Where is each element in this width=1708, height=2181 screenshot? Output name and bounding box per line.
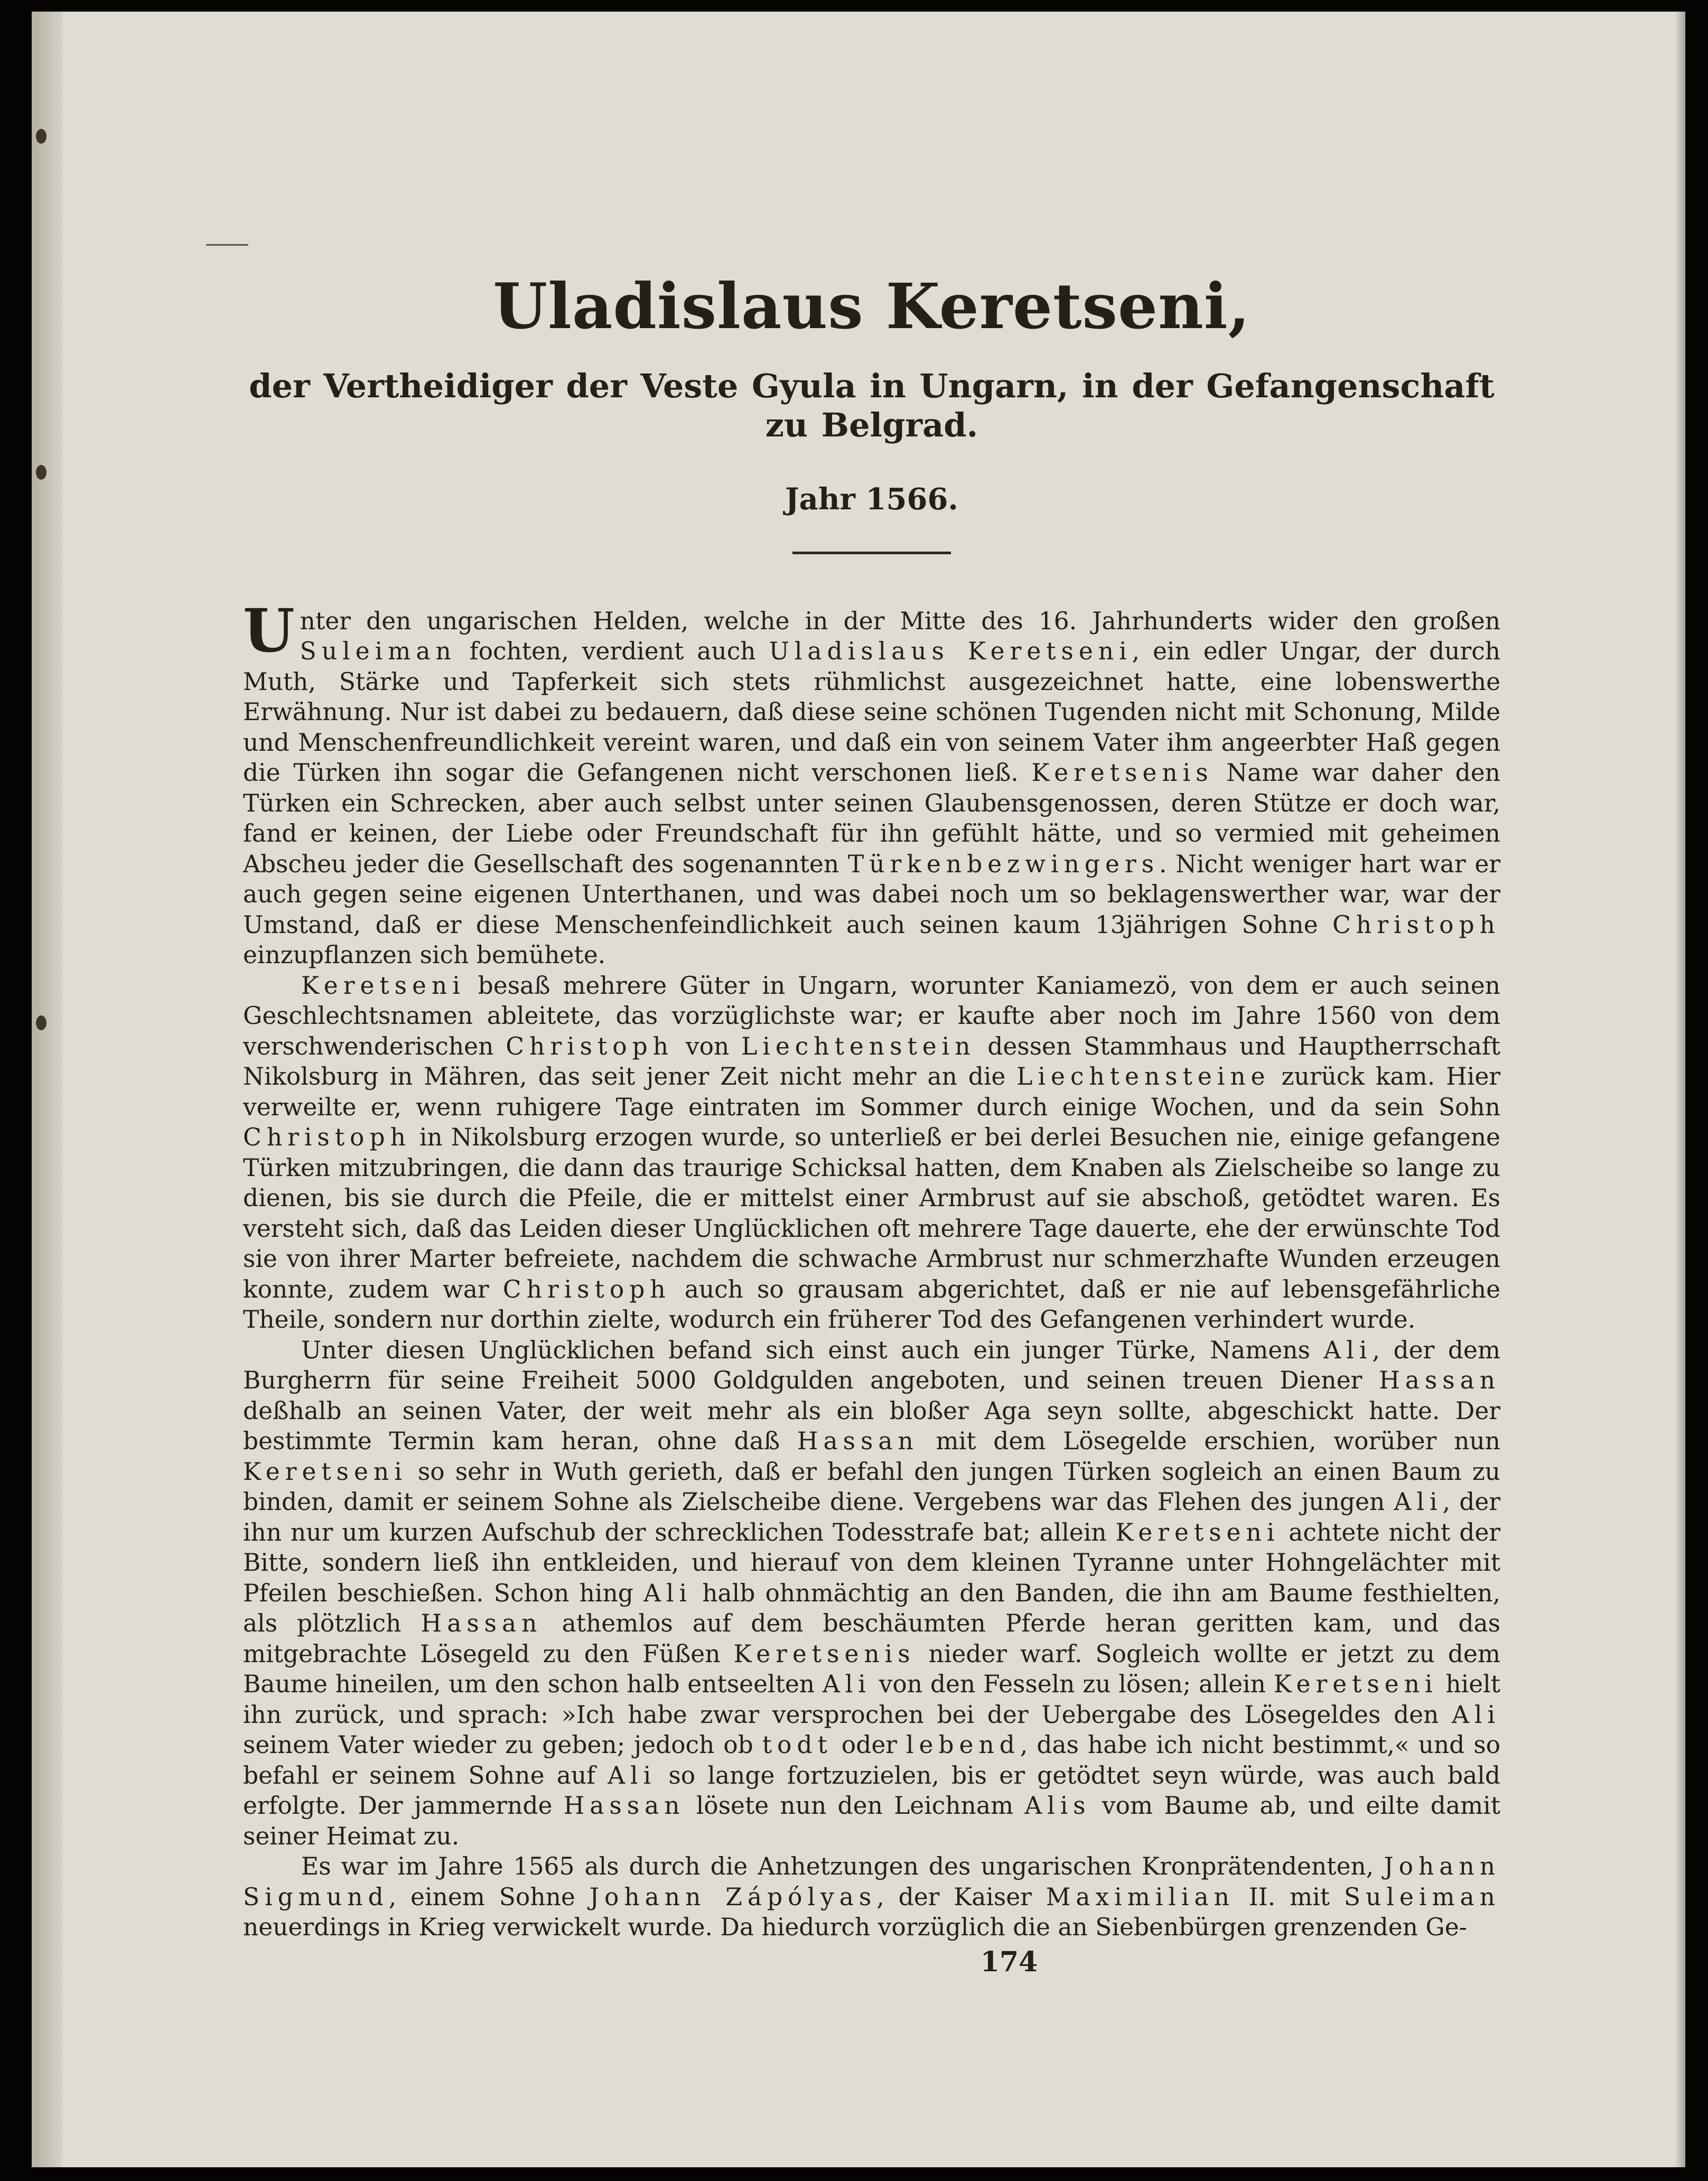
margin-mark: [206, 244, 248, 246]
text-run: neuerdings in Krieg verwickelt wurde. Da hiedurch vorzüglich die an Siebenbürgen grenzenden Ge-: [243, 1913, 1468, 1942]
book-page: [32, 12, 1685, 2167]
binding-hole: [36, 1015, 46, 1030]
text-run: in Nikolsburg erzogen wurde, so unterließ er bei derlei Besuchen nie, einige gefangene Türken mitzubringen, die dann das traurige Schicksal hatten, dem Knaben als Zielscheibe so lange zu dienen, bis sie durch die Pfeile, die er mittelst einer Armbrust auf sie abschoß, getödtet waren. Es versteht sich, daß das Leiden dieser Unglücklichen oft mehrere Tage dauerte, ehe der erwünschte Tod sie von ihrer Marter befreiete, nachdem die schwache Armbrust nur schmerzhafte Wunden erzeugen konnte, zudem war: [243, 1123, 1500, 1303]
spaced-name: Hassan: [563, 1792, 685, 1820]
drop-cap: U: [243, 596, 295, 666]
spaced-name: Keretsenis: [733, 1639, 916, 1668]
spaced-name: Keretsenis: [1031, 759, 1214, 787]
spaced-name: Keretseni: [1115, 1518, 1280, 1546]
spaced-name: Christoph: [502, 1275, 671, 1303]
text-run: nieder warf. Sogleich wollte er jetzt zu dem Baume hineilen, um den schon halb entseelten: [243, 1639, 1500, 1699]
text-run: so sehr in Wuth gerieth, daß er befahl den jungen Türken sogleich an einen Baum zu binden, damit er seinem Sohne als Zielscheibe diene. Vergebens war das Flehen des jungen: [243, 1457, 1500, 1516]
text-run: auch so grausam abgerichtet, daß er nie auf lebensgefährliche Theile, sondern nur dorthin zielte, wodurch ein früherer Tod des Gefangenen verhindert wurde.: [243, 1275, 1500, 1334]
text-run: , das habe ich nicht bestimmt,« und so befahl er seinem Sohne auf: [243, 1731, 1500, 1789]
text-run: oder: [832, 1731, 906, 1759]
spaced-name: Keretseni: [301, 971, 465, 1000]
year-heading: Jahr 1566.: [785, 482, 958, 517]
text-run: von den Fesseln zu lösen; allein: [871, 1670, 1274, 1699]
text-run: , der dem Burgherrn für seine Freiheit 5000 Goldgulden angeboten, und seinen treuen Diener: [243, 1336, 1501, 1395]
text-run: dessen Stammhaus und Hauptherrschaft Nikolsburg in Mähren, das seit jener Zeit nicht mehr an die: [243, 1032, 1500, 1091]
spaced-name: Hassan: [421, 1609, 543, 1638]
text-run: fochten, verdient auch: [456, 637, 769, 666]
text-run: Name war daher den Türken ein Schrecken, aber auch selbst unter seinen Glaubensgenossen, deren Stütze er doch war, fand er keinen, der Liebe oder Freundschaft für ihn gefühlt hätte, und so vermied mit geheimen Abscheu jeder die Gesellschaft des sogenannten: [243, 759, 1500, 878]
text-run: zurück kam. Hier verweilte er, wenn ruhigere Tage eintraten im Sommer durch einige Wochen, und da sein Sohn: [243, 1062, 1500, 1121]
spaced-name: Liechtensteine: [1016, 1062, 1271, 1091]
spaced-name: Hassan: [1379, 1366, 1500, 1395]
text-run: vom Baume ab, und eilte damit seiner Heimat zu.: [243, 1792, 1501, 1850]
paragraph-2: [243, 971, 1500, 1335]
page-number: 174: [980, 1945, 1038, 1978]
spaced-name: Ali: [822, 1670, 871, 1699]
text-run: II. mit: [1234, 1882, 1344, 1911]
binding-hole: [36, 465, 46, 480]
text-run: lösete nun den Leichnam: [685, 1792, 1025, 1820]
spaced-name: Maximilian: [1046, 1882, 1235, 1911]
text-run: nter den ungarischen Helden, welche in der Mitte des 16. Jahrhunderts wider den großen: [300, 607, 1500, 635]
page-title: Uladislaus Keretseni,: [493, 269, 1250, 343]
spaced-name: Türkenbezwingers: [847, 850, 1160, 878]
spaced-name: Uladislaus Keretseni: [769, 637, 1132, 666]
spaced-name: Ali: [643, 1579, 693, 1607]
spaced-name: Johann Sigmund: [243, 1852, 1500, 1911]
text-run: mit dem Lösegelde erschien, worüber nun: [918, 1427, 1500, 1456]
text-run: so lange fortzuzielen, bis er getödtet seyn würde, was auch bald erfolgte. Der jammernde: [243, 1761, 1500, 1820]
text-run: . Nicht weniger hart war er auch gegen seine eigenen Unterthanen, und was dabei noch um so beklagenswerther war, war der Umstand, daß er diese Menschenfeindlichkeit auch seinen kaum 13jährigen Sohne: [243, 850, 1500, 939]
page-edge-shadow: [1675, 12, 1685, 2167]
spaced-name: Keretseni: [1273, 1670, 1438, 1699]
article: [243, 271, 1500, 1978]
paragraph-1: [243, 596, 1501, 971]
spaced-name: Ali: [1323, 1336, 1373, 1364]
spaced-name: Christoph: [506, 1032, 674, 1060]
text-run: Es war im Jahre 1565 als durch die Anhetzungen des ungarischen Kronprätendenten,: [301, 1852, 1384, 1881]
text-run: einzupflanzen sich bemühete.: [243, 941, 606, 970]
spaced-word: lebend: [906, 1731, 1020, 1759]
spaced-word: todt: [762, 1731, 833, 1759]
text-run: halb ohnmächtig an den Banden, die ihn am Baume festhielten, als plötzlich: [243, 1579, 1500, 1638]
page-gutter: [32, 12, 62, 2167]
spaced-name: Alis: [1024, 1792, 1091, 1820]
spaced-name: Christoph: [243, 1123, 411, 1152]
spaced-name: Suleiman: [1343, 1882, 1500, 1911]
text-run: , der ihn nur um kurzen Aufschub der schrecklichen Todesstrafe bat; allein: [243, 1488, 1500, 1546]
text-run: Unter diesen Unglücklichen befand sich einst auch ein junger Türke, Namens: [301, 1336, 1324, 1364]
spaced-name: Johann Zápólyas: [589, 1882, 877, 1911]
subtitle: der Vertheidiger der Veste Gyula in Ungarn, in der Gefangenschaft zu Belgrad.: [249, 366, 1495, 445]
text-run: achtete nicht der Bitte, sondern ließ ihn entkleiden, und hierauf von dem kleinen Tyranne unter Hohngelächter mit Pfeilen beschießen. Schon hing: [243, 1518, 1500, 1607]
text-run: von: [674, 1032, 742, 1060]
spaced-name: Ali: [1452, 1700, 1500, 1729]
spaced-name: Suleiman: [300, 637, 456, 666]
spaced-name: Christoph: [1332, 910, 1500, 939]
text-run: deßhalb an seinen Vater, der weit mehr als ein bloßer Aga seyn sollte, abgeschickt hatte. Der bestimmte Termin kam heran, ohne daß: [243, 1396, 1500, 1456]
text-run: hielt ihn zurück, und sprach: »Ich habe zwar versprochen bei der Uebergabe des Lösegeldes den: [243, 1670, 1500, 1729]
spaced-name: Ali: [608, 1761, 657, 1789]
spaced-name: Liechtenstein: [741, 1032, 976, 1060]
paragraph-4: [243, 1851, 1500, 1943]
spaced-name: Ali: [1394, 1488, 1443, 1516]
paragraph-3: [243, 1335, 1500, 1852]
text-run: , der Kaiser: [876, 1882, 1046, 1911]
text-run: seinem Vater wieder zu geben; jedoch ob: [243, 1731, 762, 1759]
divider-rule: [792, 552, 951, 554]
binding-hole: [36, 129, 46, 144]
text-run: athemlos auf dem beschäumten Pferde heran geritten kam, und das mitgebrachte Lösegeld zu den Füßen: [243, 1609, 1500, 1668]
text-run: , einem Sohne: [388, 1882, 590, 1911]
text-run: besaß mehrere Güter in Ungarn, worunter Kaniamezö, von dem er auch seinen Geschlechtsnamen ableitete, das vorzüglichste war; er kaufte aber noch im Jahre 1560 von dem verschwenderischen: [243, 971, 1500, 1060]
spaced-name: Keretseni: [243, 1457, 407, 1486]
spaced-name: Hassan: [797, 1427, 919, 1456]
text-run: , ein edler Ungar, der durch Muth, Stärke und Tapferkeit sich stets rühmlichst ausgezeichnet hatte, eine lobenswerthe Erwähnung. Nur ist dabei zu bedauern, daß diese seine schönen Tugenden nicht mit Schonung, Milde und Menschenfreundlichkeit vereint waren, und daß ein von seinem Vater ihm angeerbter Haß gegen die Türken ihn sogar die Gefangenen nicht verschonen ließ.: [243, 637, 1501, 787]
